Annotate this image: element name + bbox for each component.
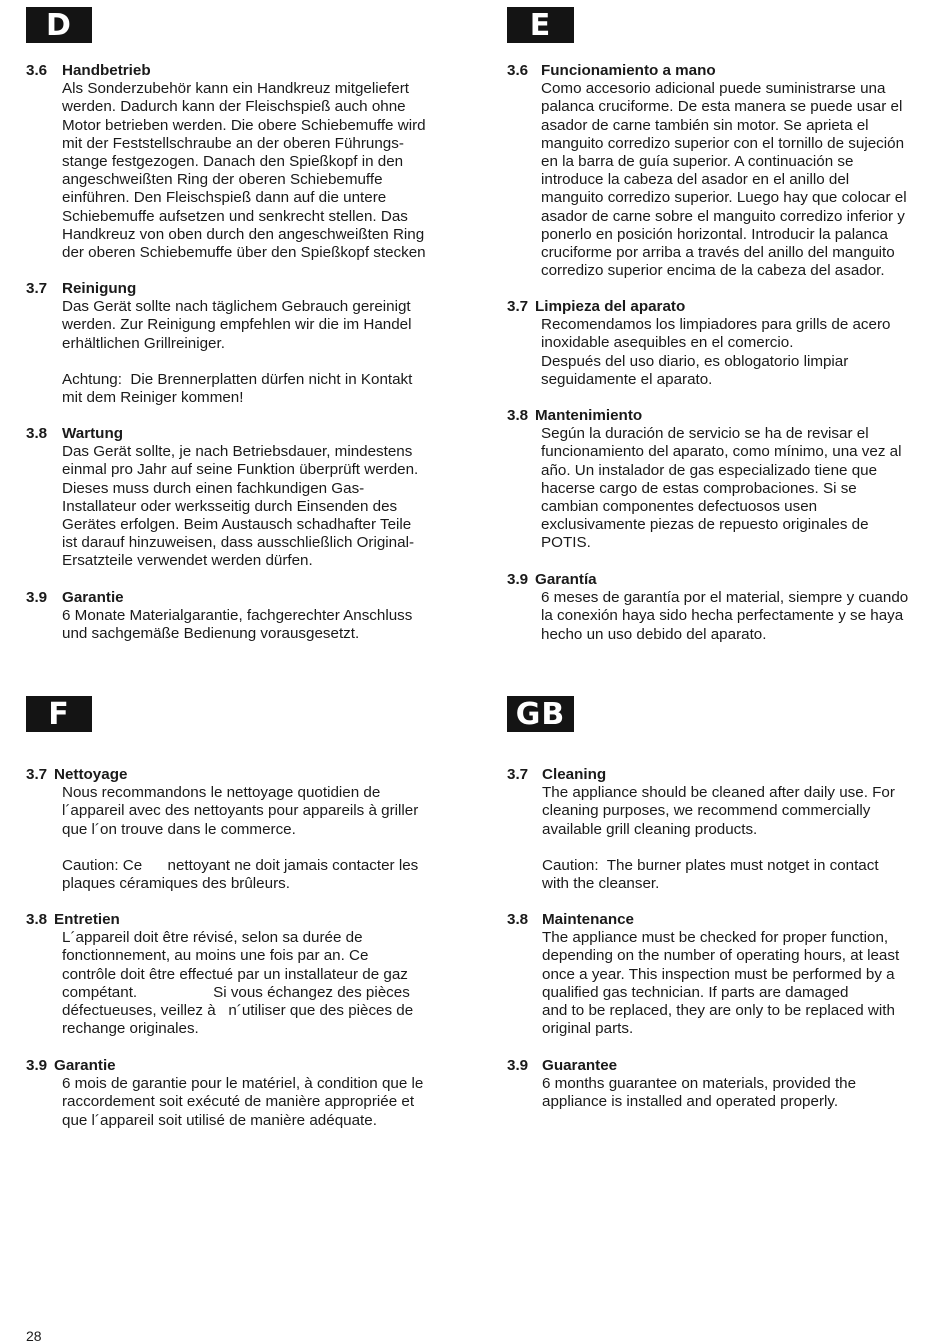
fr-section-3-7 [26, 766, 418, 893]
section-title: Guarantee [542, 1057, 618, 1074]
text-line: manguito corredizo superior. Luego hay que colocar el [541, 189, 907, 207]
section-heading [507, 62, 907, 80]
text-line: asador de carne también sin motor. Se aprieta el [541, 116, 869, 134]
text-line: rechange originales. [62, 1020, 199, 1038]
de-section-3-7 [26, 280, 412, 407]
section-number: 3.8 [26, 425, 48, 442]
text-line: Als Sonderzubehör kann ein Handkreuz mitgeliefert [62, 80, 409, 98]
text-line: 6 Monate Materialgarantie, fachgerechter Anschluss [62, 607, 413, 625]
section-number: 3.9 [507, 571, 529, 588]
language-badge-gb: GB [507, 696, 574, 732]
spacer [62, 839, 418, 857]
text-line: Das Gerät sollte nach täglichem Gebrauch gereinigt [62, 298, 411, 316]
text-line: año. Un instalador de gas especializado tiene que [541, 461, 878, 479]
text-line: depending on the number of operating hours, at least [542, 947, 900, 965]
es-section-3-7 [507, 298, 890, 389]
text-line: einmal pro Jahr auf seine Funktion überprüft werden. [62, 461, 419, 479]
section-body [62, 784, 418, 893]
section-body [62, 1075, 423, 1130]
language-badge-fr: F [26, 696, 92, 732]
section-number: 3.7 [26, 280, 48, 297]
section-number: 3.9 [26, 1057, 48, 1074]
text-line: werden. Zur Reinigung empfehlen wir die im Handel [62, 316, 412, 334]
section-title: Maintenance [542, 911, 634, 928]
text-line: raccordement soit exécuté de manière appropriée et [62, 1093, 415, 1111]
es-section-3-6 [507, 62, 907, 280]
section-number: 3.7 [507, 298, 529, 315]
section-heading [507, 911, 899, 929]
section-heading [26, 425, 418, 443]
language-badge-es: E [507, 7, 574, 43]
section-number: 3.8 [507, 407, 529, 424]
section-body [62, 929, 413, 1038]
text-line: la conexión haya sido hecha perfectamente y se haya [541, 607, 904, 625]
text-line: Nous recommandons le nettoyage quotidien de [62, 784, 381, 802]
text-line: Según la duración de servicio se ha de revisar el [541, 425, 869, 443]
text-line: Gerätes erfolgen. Beim Austausch schadhafter Teile [62, 516, 412, 534]
text-line: seguidamente el aparato. [541, 370, 713, 388]
text-line: werden. Dadurch kann der Fleischspieß auch ohne [62, 98, 406, 116]
text-line: Dieses muss durch einen fachkundigen Gas- [62, 479, 365, 497]
section-title: Cleaning [542, 766, 607, 783]
text-line: palanca cruciforme. De esta manera se puede usar el [541, 98, 903, 116]
section-body [62, 80, 426, 262]
caution-line: mit dem Reiniger kommen! [62, 389, 244, 407]
text-line: Después del uso diario, es oblogatorio limpiar [541, 352, 849, 370]
text-line: Schiebemuffe aufsetzen und senkrecht stellen. Das [62, 207, 408, 225]
text-line: cruciforme por arriba a través del anillo del manguito [541, 244, 895, 262]
text-line: once a year. This inspection must be performed by a [542, 965, 895, 983]
text-line: available grill cleaning products. [542, 820, 758, 838]
section-number: 3.7 [26, 766, 48, 783]
de-section-3-9 [26, 589, 412, 644]
text-line: contrôle doit être effectué par un installateur de gaz [62, 965, 408, 983]
section-heading [26, 1057, 423, 1075]
text-line: original parts. [542, 1020, 634, 1038]
gb-section-3-9 [507, 1057, 856, 1112]
caution-line: Caution: Ce nettoyant ne doit jamais contacter les [62, 857, 419, 874]
text-line: einführen. Den Fleischspieß dann auf die untere [62, 189, 387, 207]
text-line: corredizo superior encima de la cabeza del asador. [541, 262, 885, 280]
text-line: The appliance must be checked for proper function, [542, 929, 889, 947]
page-number: 28 [26, 1328, 42, 1344]
section-title: Reinigung [62, 280, 137, 297]
spacer [542, 839, 895, 857]
text-line: Motor betrieben werden. Die obere Schiebemuffe wird [62, 116, 426, 134]
text-line: Recomendamos los limpiadores para grills de acero [541, 316, 891, 334]
section-heading [507, 407, 901, 425]
gb-section-3-8 [507, 911, 899, 1038]
text-line: appliance is installed and operated properly. [542, 1093, 839, 1111]
text-line: Das Gerät sollte, je nach Betriebsdauer, mindestens [62, 443, 413, 461]
text-line: 6 meses de garantía por el material, siempre y cuando [541, 589, 909, 607]
section-number: 3.7 [507, 766, 529, 783]
caution-line: plaques céramiques des brûleurs. [62, 875, 290, 893]
section-number: 3.8 [507, 911, 529, 928]
section-body [541, 425, 901, 552]
section-heading [26, 280, 412, 298]
section-heading [26, 62, 426, 80]
text-line: que l´appareil soit utilisé de manière adéquate. [62, 1111, 377, 1129]
section-heading [26, 766, 418, 784]
text-line: Ersatzteile verwendet werden dürfen. [62, 552, 313, 570]
text-line: compétant. Si vous échangez des pièces [62, 983, 410, 1001]
text-line: asador de carne sobre el manguito corredizo inferior y [541, 207, 905, 225]
text-line: inoxidable asequibles en el comercio. [541, 334, 794, 352]
text-line: stange festgezogen. Danach den Spießkopf in den [62, 153, 404, 171]
text-line: POTIS. [541, 534, 591, 552]
section-title: Garantie [54, 1057, 116, 1074]
es-section-3-8 [507, 407, 901, 553]
text-line: mit der Feststellschraube an der oberen Führungs- [62, 134, 404, 152]
section-body [542, 1075, 856, 1111]
text-line: der oberen Schiebemuffe über den Spießkopf stecken [62, 244, 426, 262]
section-title: Nettoyage [54, 766, 128, 783]
text-line: que l´on trouve dans le commerce. [62, 820, 296, 838]
text-line: qualified gas technician. If parts are damaged [542, 983, 849, 1001]
text-line: manguito corredizo superior con el tornillo de sujeción [541, 134, 905, 152]
text-line: 6 months guarantee on materials, provided the [542, 1075, 857, 1093]
text-line: Como accesorio adicional puede suministrarse una [541, 80, 886, 98]
de-section-3-8 [26, 425, 418, 571]
section-body [542, 784, 895, 893]
section-heading [507, 298, 890, 316]
section-number: 3.9 [26, 589, 48, 606]
caution-line: Achtung: Die Brennerplatten dürfen nicht in Kontakt [62, 371, 413, 388]
spacer [62, 353, 412, 371]
text-line: ponerlo en posición horizontal. Introducir la palanca [541, 225, 888, 243]
section-title: Mantenimiento [535, 407, 643, 424]
section-body [541, 80, 907, 280]
fr-section-3-8 [26, 911, 413, 1038]
section-heading [507, 766, 895, 784]
text-line: erhältlichen Grillreiniger. [62, 334, 225, 352]
text-line: exclusivamente piezas de repuesto originales de [541, 516, 869, 534]
section-title: Garantía [535, 571, 597, 588]
caution-line: Caution: The burner plates must notget in contact [542, 857, 879, 874]
section-title: Limpieza del aparato [535, 298, 686, 315]
text-line: 6 mois de garantie pour le matériel, à condition que le [62, 1075, 424, 1093]
text-line: en la barra de guía superior. A continuación se [541, 153, 854, 171]
text-line: défectueuses, veillez à n´utiliser que des pièces de [62, 1002, 414, 1020]
text-line: cleaning purposes, we recommend commercially [542, 802, 871, 820]
section-heading [26, 589, 412, 607]
section-body [541, 316, 890, 389]
text-line: Installateur oder werksseitig durch Einsenden des [62, 497, 398, 515]
section-body [62, 607, 412, 643]
section-title: Wartung [62, 425, 124, 442]
text-line: and to be replaced, they are only to be replaced with [542, 1002, 895, 1020]
fr-section-3-9 [26, 1057, 423, 1130]
section-number: 3.8 [26, 911, 48, 928]
text-line: The appliance should be cleaned after daily use. For [542, 784, 895, 802]
section-heading [507, 1057, 856, 1075]
section-body [541, 589, 908, 644]
text-line: L´appareil doit être révisé, selon sa durée de [62, 929, 363, 947]
text-line: cambian componentes defectuosos usen [541, 498, 818, 516]
text-line: fonctionnement, au moins une fois par an. Ce [62, 947, 369, 965]
language-badge-de: D [26, 7, 92, 43]
text-line: funcionamiento del aparato, como mínimo, una vez al [541, 443, 902, 461]
section-heading [26, 911, 413, 929]
caution-line: with the cleanser. [542, 875, 660, 893]
text-line: hecho un uso debido del aparato. [541, 625, 767, 643]
text-line: hacerse cargo de estas comprobaciones. Si se [541, 479, 857, 497]
gb-section-3-7 [507, 766, 895, 893]
section-heading [507, 571, 908, 589]
section-body [542, 929, 899, 1038]
text-line: und sachgemäße Bedienung vorausgesetzt. [62, 625, 360, 643]
section-title: Entretien [54, 911, 120, 928]
section-number: 3.9 [507, 1057, 529, 1074]
text-line: l´appareil avec des nettoyants pour appareils à griller [62, 802, 419, 820]
section-body [62, 443, 418, 570]
es-section-3-9 [507, 571, 908, 644]
de-section-3-6 [26, 62, 426, 262]
text-line: angeschweißten Ring der oberen Schiebemuffe [62, 171, 383, 189]
section-title: Garantie [62, 589, 124, 606]
section-number: 3.6 [26, 62, 48, 79]
text-line: introduce la cabeza del asador en el anillo del [541, 171, 850, 189]
text-line: ist darauf hinzuweisen, dass ausschließlich Original- [62, 534, 415, 552]
section-body [62, 298, 412, 407]
section-number: 3.6 [507, 62, 529, 79]
text-line: Handkreuz von oben durch den angeschweißten Ring [62, 225, 425, 243]
section-title: Funcionamiento a mano [541, 62, 716, 79]
section-title: Handbetrieb [62, 62, 151, 79]
